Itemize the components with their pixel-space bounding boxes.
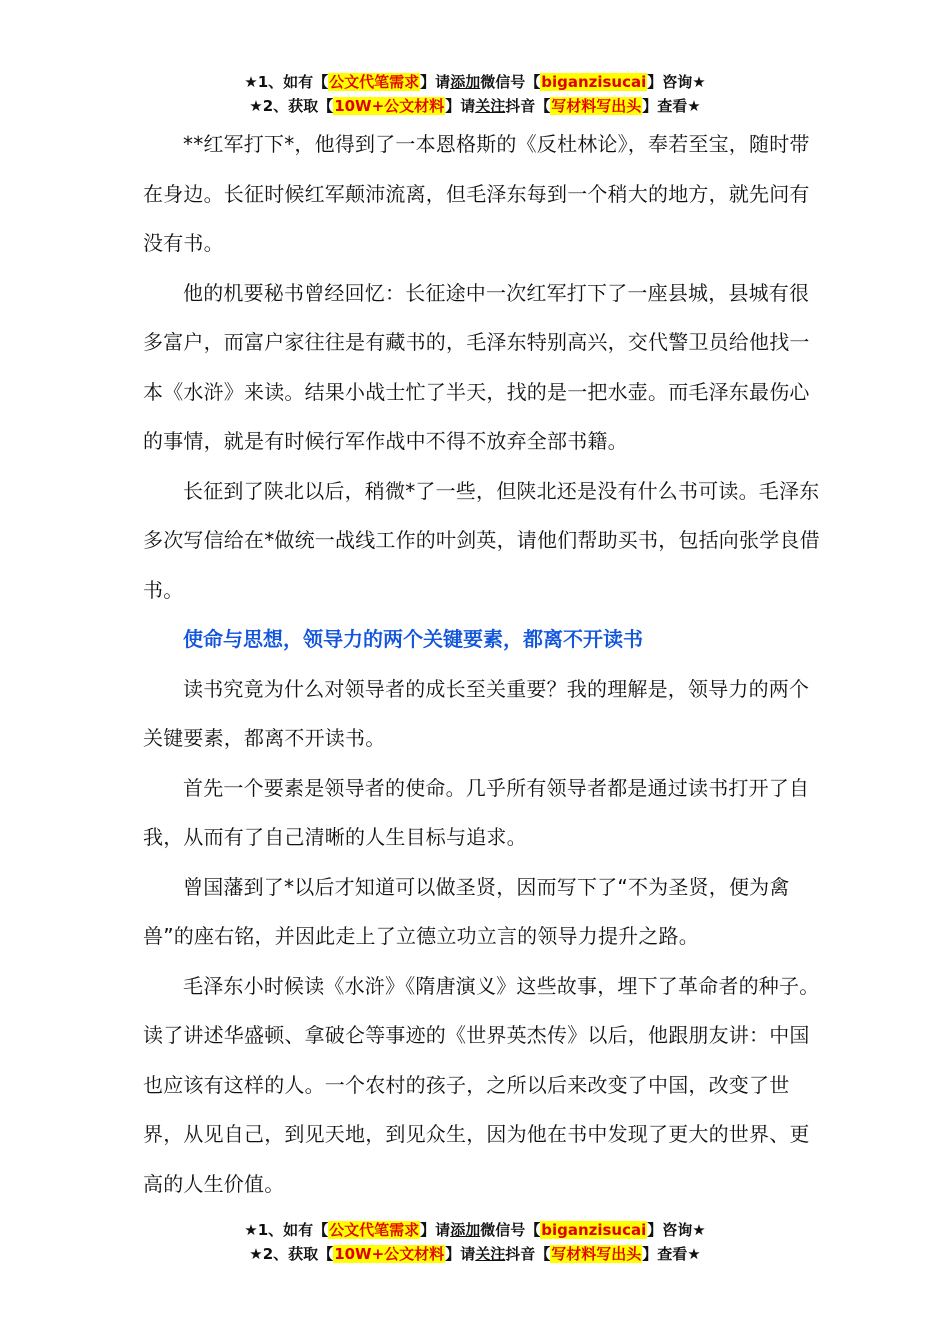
banner-text: ★2、获取【: [249, 97, 334, 115]
banner-line-1: [0, 70, 950, 94]
banner-line-2: [0, 94, 950, 118]
paragraph: 长征到了陕北以后，稍微*了一些，但陕北还是没有什么书可读。毛泽东多次写信给在*做统一战线工作的叶剑英，请他们帮助买书，包括向张学良借书。: [143, 478, 820, 602]
highlight-materials: 10W+公文材料: [334, 1245, 445, 1263]
section-heading: 使命与思想，领导力的两个关键要素，都离不开读书: [183, 627, 643, 651]
highlight-service: 公文代笔需求: [329, 73, 420, 91]
banner-text: 微信号【: [480, 1221, 541, 1239]
banner-text: 】请: [445, 1245, 476, 1263]
banner-text: 】查看★: [642, 97, 701, 115]
highlight-douyin-account: 写材料写出头: [551, 97, 642, 115]
banner-line-2: [0, 1242, 950, 1266]
paragraph: 毛泽东小时候读《水浒》《隋唐演义》这些故事，埋下了革命者的种子。读了讲述华盛顿、拿破仑等事迹的《世界英杰传》以后，他跟朋友讲：中国也应该有这样的人。一个农村的孩子，之所以后来改变了中国，改变了世界，从见自己，到见天地，到见众生，因为他在书中发现了更大的世界、更高的人生价值。: [143, 973, 820, 1196]
emphasis-add: 添加: [450, 1221, 481, 1239]
banner-text: 】咨询★: [647, 1221, 706, 1239]
banner-text: 抖音【: [505, 97, 551, 115]
highlight-service: 公文代笔需求: [329, 1221, 420, 1239]
banner-text: ★1、如有【: [244, 73, 329, 91]
highlight-materials: 10W+公文材料: [334, 97, 445, 115]
banner-line-1: [0, 1218, 950, 1242]
banner-text: 微信号【: [480, 73, 541, 91]
banner-text: 】咨询★: [647, 73, 706, 91]
header-banner: [0, 70, 950, 118]
highlight-wechat-id: biganzisucai: [541, 73, 647, 91]
banner-text: 抖音【: [505, 1245, 551, 1263]
paragraph: 读书究竟为什么对领导者的成长至关重要？我的理解是，领导力的两个关键要素，都离不开读书。: [143, 676, 810, 750]
banner-text: ★1、如有【: [244, 1221, 329, 1239]
banner-text: ★2、获取【: [249, 1245, 334, 1263]
paragraph: 曾国藩到了*以后才知道可以做圣贤，因而写下了“不为圣贤，便为禽兽”的座右铭，并因此走上了立德立功立言的领导力提升之路。: [143, 874, 790, 948]
document-body: [143, 120, 823, 1209]
banner-text: 】查看★: [642, 1245, 701, 1263]
highlight-wechat-id: biganzisucai: [541, 1221, 647, 1239]
paragraph: **红军打下*，他得到了一本恩格斯的《反杜林论》，奉若至宝，随时带在身边。长征时候红军颠沛流离，但毛泽东每到一个稍大的地方，就先问有没有书。: [143, 132, 810, 255]
banner-text: 】请: [420, 1221, 451, 1239]
banner-text: 】请: [420, 73, 451, 91]
paragraph: 首先一个要素是领导者的使命。几乎所有领导者都是通过读书打开了自我，从而有了自己清晰的人生目标与追求。: [143, 775, 810, 849]
paragraph: 他的机要秘书曾经回忆：长征途中一次红军打下了一座县城，县城有很多富户，而富户家往往是有藏书的，毛泽东特别高兴，交代警卫员给他找一本《水浒》来读。结果小战士忙了半天，找的是一把水壶。而毛泽东最伤心的事情，就是有时候行军作战中不得不放弃全部书籍。: [143, 280, 810, 453]
highlight-douyin-account: 写材料写出头: [551, 1245, 642, 1263]
emphasis-add: 添加: [450, 73, 481, 91]
emphasis-follow: 关注: [475, 97, 506, 115]
banner-text: 】请: [445, 97, 476, 115]
footer-banner: [0, 1218, 950, 1266]
emphasis-follow: 关注: [475, 1245, 506, 1263]
